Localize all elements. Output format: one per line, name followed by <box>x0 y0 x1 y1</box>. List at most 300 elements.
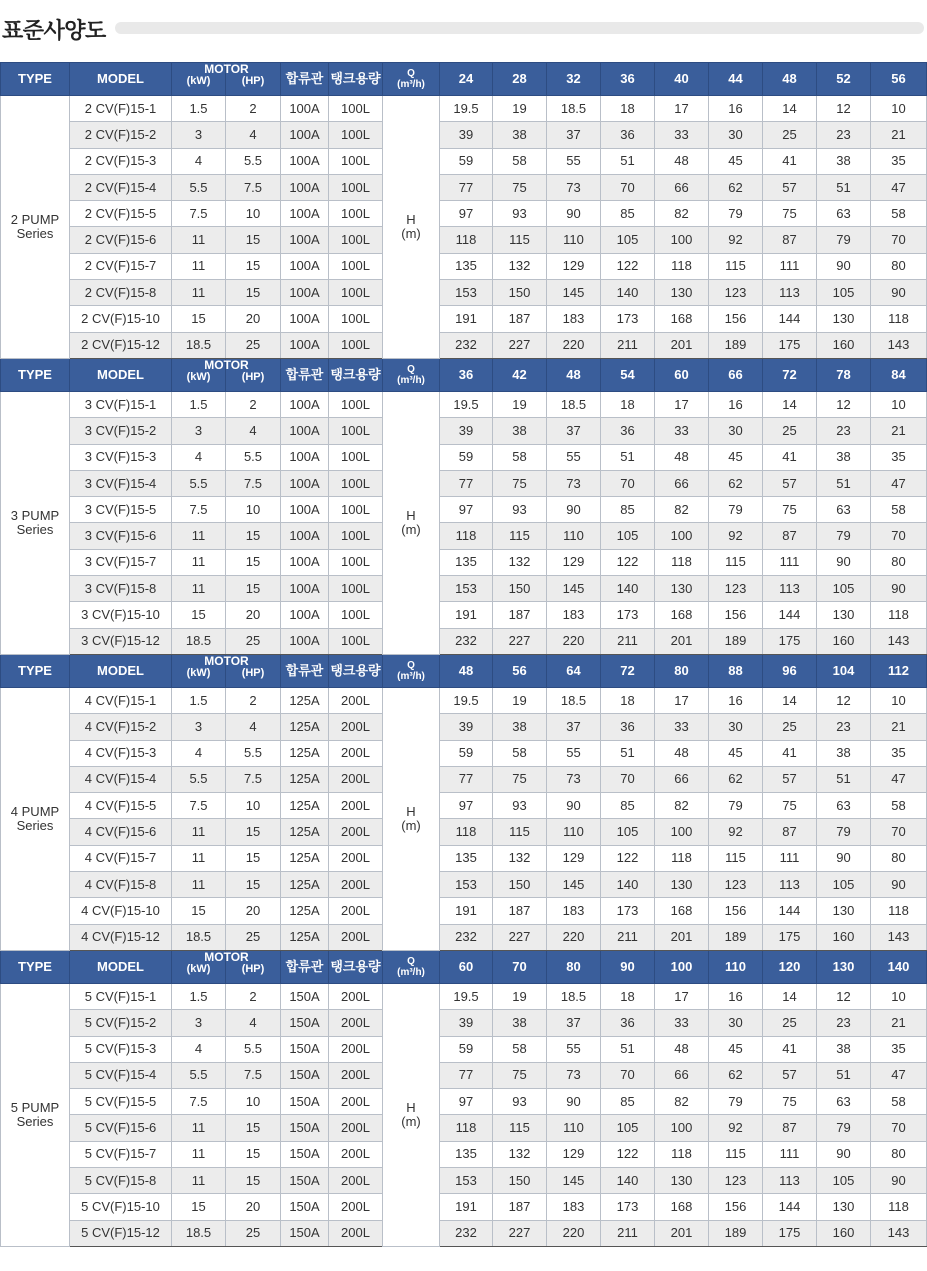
head-value-cell: 82 <box>655 201 709 227</box>
kw-cell: 15 <box>172 1194 226 1220</box>
table-row <box>1 306 927 332</box>
pipe-cell: 150A <box>281 983 329 1009</box>
table-row <box>1 1089 927 1115</box>
table-row <box>1 497 927 523</box>
motor-label: MOTOR <box>204 653 249 668</box>
head-value-cell: 36 <box>601 418 655 444</box>
head-value-cell: 129 <box>547 845 601 871</box>
head-value-cell: 38 <box>493 122 547 148</box>
table-row <box>1 845 927 871</box>
head-value-cell: 75 <box>493 174 547 200</box>
head-value-cell: 70 <box>871 227 927 253</box>
head-value-cell: 201 <box>655 628 709 654</box>
kw-cell: 7.5 <box>172 497 226 523</box>
pipe-cell: 100A <box>281 549 329 575</box>
pipe-cell: 150A <box>281 1115 329 1141</box>
flow-value-header: 66 <box>709 358 763 391</box>
tank-cell: 200L <box>329 1167 383 1193</box>
model-cell: 4 CV(F)15-10 <box>70 898 172 924</box>
head-value-cell: 45 <box>709 740 763 766</box>
pipe-cell: 150A <box>281 1141 329 1167</box>
model-cell: 5 CV(F)15-8 <box>70 1167 172 1193</box>
head-value-cell: 140 <box>601 872 655 898</box>
head-value-cell: 115 <box>709 845 763 871</box>
flow-value-header: 120 <box>763 950 817 983</box>
tank-cell: 200L <box>329 1115 383 1141</box>
head-value-cell: 118 <box>655 845 709 871</box>
head-value-cell: 38 <box>817 444 871 470</box>
tank-cell: 200L <box>329 872 383 898</box>
head-value-cell: 70 <box>601 470 655 496</box>
head-value-cell: 30 <box>709 1010 763 1036</box>
q-unit: (m³/h) <box>397 966 425 978</box>
head-value-cell: 187 <box>493 1194 547 1220</box>
head-value-cell: 39 <box>440 418 493 444</box>
motor-kw-header <box>172 653 249 687</box>
table-row <box>1 96 927 122</box>
tank-cell: 200L <box>329 687 383 713</box>
head-value-cell: 18 <box>601 983 655 1009</box>
head-value-cell: 145 <box>547 280 601 306</box>
head-value-cell: 41 <box>763 148 817 174</box>
head-value-cell: 90 <box>871 1167 927 1193</box>
head-value-cell: 58 <box>493 1036 547 1062</box>
head-value-cell: 41 <box>763 444 817 470</box>
table-row <box>1 740 927 766</box>
head-value-cell: 58 <box>871 497 927 523</box>
hp-cell: 20 <box>226 1194 281 1220</box>
head-value-cell: 122 <box>601 549 655 575</box>
head-value-cell: 85 <box>601 497 655 523</box>
hp-cell: 15 <box>226 1167 281 1193</box>
head-value-cell: 85 <box>601 793 655 819</box>
model-cell: 4 CV(F)15-2 <box>70 714 172 740</box>
head-value-cell: 62 <box>709 766 763 792</box>
tank-cell: 100L <box>329 332 383 358</box>
head-value-cell: 23 <box>817 714 871 740</box>
tank-cell: 200L <box>329 1062 383 1088</box>
head-unit-label: H (m) <box>383 96 440 359</box>
model-cell: 2 CV(F)15-5 <box>70 201 172 227</box>
pipe-cell: 100A <box>281 576 329 602</box>
tank-cell: 100L <box>329 523 383 549</box>
section-header-row <box>1 950 927 983</box>
tank-cell: 100L <box>329 549 383 575</box>
head-value-cell: 36 <box>601 714 655 740</box>
head-value-cell: 175 <box>763 1220 817 1246</box>
head-value-cell: 90 <box>817 1141 871 1167</box>
hp-cell: 7.5 <box>226 470 281 496</box>
hp-cell: 2 <box>226 96 281 122</box>
head-value-cell: 48 <box>655 740 709 766</box>
head-value-cell: 75 <box>763 497 817 523</box>
head-value-cell: 37 <box>547 418 601 444</box>
kw-cell: 4 <box>172 1036 226 1062</box>
head-value-cell: 12 <box>817 687 871 713</box>
head-value-cell: 160 <box>817 924 871 950</box>
kw-cell: 18.5 <box>172 332 226 358</box>
head-value-cell: 70 <box>601 1062 655 1088</box>
tank-cell: 100L <box>329 227 383 253</box>
head-value-cell: 189 <box>709 628 763 654</box>
kw-cell: 11 <box>172 280 226 306</box>
head-value-cell: 70 <box>601 174 655 200</box>
flow-value-header: 32 <box>547 63 601 96</box>
head-value-cell: 189 <box>709 332 763 358</box>
head-value-cell: 12 <box>817 96 871 122</box>
head-value-cell: 110 <box>547 227 601 253</box>
tank-cell: 100L <box>329 148 383 174</box>
pipe-cell: 100A <box>281 201 329 227</box>
head-value-cell: 62 <box>709 1062 763 1088</box>
model-cell: 2 CV(F)15-2 <box>70 122 172 148</box>
head-value-cell: 51 <box>817 1062 871 1088</box>
head-value-cell: 143 <box>871 1220 927 1246</box>
head-value-cell: 10 <box>871 96 927 122</box>
head-value-cell: 70 <box>871 523 927 549</box>
head-value-cell: 10 <box>871 687 927 713</box>
head-value-cell: 135 <box>440 1141 493 1167</box>
model-cell: 5 CV(F)15-6 <box>70 1115 172 1141</box>
hp-cell: 2 <box>226 391 281 417</box>
kw-cell: 7.5 <box>172 201 226 227</box>
head-value-cell: 21 <box>871 1010 927 1036</box>
motor-label: MOTOR <box>204 62 249 76</box>
pipe-cell: 100A <box>281 628 329 654</box>
kw-cell: 11 <box>172 819 226 845</box>
head-value-cell: 17 <box>655 687 709 713</box>
q-unit: (m³/h) <box>397 374 425 386</box>
head-value-cell: 39 <box>440 1010 493 1036</box>
head-value-cell: 19 <box>493 983 547 1009</box>
kw-cell: 15 <box>172 602 226 628</box>
head-value-cell: 87 <box>763 819 817 845</box>
table-row <box>1 924 927 950</box>
head-value-cell: 132 <box>493 549 547 575</box>
head-value-cell: 156 <box>709 898 763 924</box>
head-value-cell: 41 <box>763 740 817 766</box>
head-value-cell: 63 <box>817 201 871 227</box>
head-value-cell: 37 <box>547 714 601 740</box>
head-value-cell: 73 <box>547 470 601 496</box>
head-value-cell: 173 <box>601 898 655 924</box>
head-value-cell: 80 <box>871 549 927 575</box>
hp-cell: 25 <box>226 332 281 358</box>
pipe-cell: 100A <box>281 253 329 279</box>
pipe-cell: 125A <box>281 845 329 871</box>
head-value-cell: 51 <box>601 444 655 470</box>
hp-cell: 5.5 <box>226 148 281 174</box>
head-value-cell: 183 <box>547 602 601 628</box>
tank-cell: 100L <box>329 628 383 654</box>
model-cell: 3 CV(F)15-7 <box>70 549 172 575</box>
tank-cell: 100L <box>329 306 383 332</box>
head-value-cell: 173 <box>601 306 655 332</box>
head-value-cell: 115 <box>493 227 547 253</box>
motor-kw-header <box>172 62 249 96</box>
table-row <box>1 983 927 1009</box>
head-value-cell: 55 <box>547 1036 601 1062</box>
table-row <box>1 1220 927 1246</box>
head-value-cell: 47 <box>871 174 927 200</box>
flow-value-header: 36 <box>601 63 655 96</box>
head-value-cell: 25 <box>763 714 817 740</box>
head-value-cell: 115 <box>709 253 763 279</box>
head-value-cell: 48 <box>655 1036 709 1062</box>
head-value-cell: 77 <box>440 174 493 200</box>
table-row <box>1 1036 927 1062</box>
head-value-cell: 130 <box>655 1167 709 1193</box>
tank-cell: 100L <box>329 253 383 279</box>
head-value-cell: 23 <box>817 418 871 444</box>
kw-cell: 11 <box>172 872 226 898</box>
pipe-cell: 125A <box>281 766 329 792</box>
head-value-cell: 80 <box>871 1141 927 1167</box>
head-value-cell: 123 <box>709 576 763 602</box>
kw-cell: 11 <box>172 845 226 871</box>
head-value-cell: 90 <box>817 845 871 871</box>
tank-cell: 200L <box>329 924 383 950</box>
head-unit-label: H (m) <box>383 687 440 950</box>
pipe-cell: 125A <box>281 687 329 713</box>
pipe-cell: 100A <box>281 280 329 306</box>
pipe-cell: 100A <box>281 444 329 470</box>
head-value-cell: 73 <box>547 1062 601 1088</box>
head-value-cell: 220 <box>547 332 601 358</box>
head-value-cell: 38 <box>817 740 871 766</box>
head-value-cell: 118 <box>871 602 927 628</box>
head-value-cell: 12 <box>817 391 871 417</box>
head-value-cell: 140 <box>601 576 655 602</box>
model-cell: 5 CV(F)15-5 <box>70 1089 172 1115</box>
head-value-cell: 30 <box>709 418 763 444</box>
head-value-cell: 129 <box>547 253 601 279</box>
head-value-cell: 87 <box>763 227 817 253</box>
head-value-cell: 232 <box>440 628 493 654</box>
head-value-cell: 90 <box>547 497 601 523</box>
hp-cell: 20 <box>226 306 281 332</box>
head-value-cell: 145 <box>547 1167 601 1193</box>
tank-cell: 200L <box>329 793 383 819</box>
table-row <box>1 332 927 358</box>
hp-cell: 5.5 <box>226 444 281 470</box>
table-row <box>1 1194 927 1220</box>
head-value-cell: 130 <box>655 872 709 898</box>
table-row <box>1 418 927 444</box>
head-value-cell: 58 <box>871 793 927 819</box>
head-value-cell: 144 <box>763 1194 817 1220</box>
kw-cell: 18.5 <box>172 1220 226 1246</box>
model-cell: 5 CV(F)15-2 <box>70 1010 172 1036</box>
head-value-cell: 145 <box>547 576 601 602</box>
head-value-cell: 18 <box>601 391 655 417</box>
model-header: MODEL <box>70 63 172 96</box>
head-value-cell: 51 <box>601 740 655 766</box>
model-cell: 3 CV(F)15-1 <box>70 391 172 417</box>
tank-header: 탱크용량 <box>329 950 383 983</box>
kw-cell: 3 <box>172 418 226 444</box>
flow-value-header: 96 <box>763 654 817 687</box>
head-value-cell: 191 <box>440 898 493 924</box>
head-value-cell: 110 <box>547 819 601 845</box>
head-value-cell: 80 <box>871 253 927 279</box>
head-value-cell: 122 <box>601 253 655 279</box>
table-row <box>1 602 927 628</box>
table-row <box>1 444 927 470</box>
model-cell: 4 CV(F)15-12 <box>70 924 172 950</box>
head-value-cell: 25 <box>763 418 817 444</box>
flow-value-header: 130 <box>817 950 871 983</box>
head-value-cell: 100 <box>655 819 709 845</box>
model-cell: 2 CV(F)15-6 <box>70 227 172 253</box>
hp-cell: 2 <box>226 687 281 713</box>
head-value-cell: 189 <box>709 924 763 950</box>
model-cell: 3 CV(F)15-6 <box>70 523 172 549</box>
head-value-cell: 153 <box>440 576 493 602</box>
head-value-cell: 122 <box>601 845 655 871</box>
head-value-cell: 97 <box>440 793 493 819</box>
model-cell: 2 CV(F)15-12 <box>70 332 172 358</box>
head-value-cell: 19.5 <box>440 687 493 713</box>
head-value-cell: 37 <box>547 1010 601 1036</box>
head-value-cell: 144 <box>763 898 817 924</box>
head-value-cell: 115 <box>493 819 547 845</box>
kw-cell: 4 <box>172 740 226 766</box>
model-cell: 3 CV(F)15-8 <box>70 576 172 602</box>
head-value-cell: 55 <box>547 444 601 470</box>
head-value-cell: 115 <box>493 523 547 549</box>
head-value-cell: 63 <box>817 497 871 523</box>
tank-cell: 200L <box>329 898 383 924</box>
section-header-row <box>1 654 927 687</box>
tank-cell: 100L <box>329 576 383 602</box>
kw-unit-label: (kW) <box>186 666 211 679</box>
head-value-cell: 175 <box>763 628 817 654</box>
head-value-cell: 21 <box>871 418 927 444</box>
head-value-cell: 191 <box>440 306 493 332</box>
head-value-cell: 36 <box>601 1010 655 1036</box>
head-value-cell: 59 <box>440 444 493 470</box>
head-value-cell: 100 <box>655 523 709 549</box>
head-value-cell: 62 <box>709 470 763 496</box>
q-label: Q <box>407 659 415 671</box>
hp-cell: 4 <box>226 1010 281 1036</box>
tank-cell: 200L <box>329 819 383 845</box>
head-value-cell: 38 <box>493 714 547 740</box>
tank-header: 탱크용량 <box>329 358 383 391</box>
head-value-cell: 48 <box>655 444 709 470</box>
table-row <box>1 793 927 819</box>
head-value-cell: 115 <box>709 549 763 575</box>
head-value-cell: 39 <box>440 122 493 148</box>
head-value-cell: 201 <box>655 1220 709 1246</box>
pipe-cell: 100A <box>281 227 329 253</box>
head-value-cell: 90 <box>547 793 601 819</box>
head-value-cell: 115 <box>493 1115 547 1141</box>
head-value-cell: 175 <box>763 924 817 950</box>
head-value-cell: 25 <box>763 1010 817 1036</box>
table-row <box>1 470 927 496</box>
head-value-cell: 113 <box>763 872 817 898</box>
flow-q-header <box>383 950 440 983</box>
head-value-cell: 75 <box>493 1062 547 1088</box>
flow-value-header: 48 <box>763 63 817 96</box>
head-value-cell: 111 <box>763 549 817 575</box>
flow-value-header: 140 <box>871 950 927 983</box>
head-value-cell: 19 <box>493 687 547 713</box>
flow-value-header: 78 <box>817 358 871 391</box>
tank-cell: 200L <box>329 1089 383 1115</box>
hp-cell: 4 <box>226 122 281 148</box>
head-value-cell: 17 <box>655 983 709 1009</box>
model-cell: 4 CV(F)15-3 <box>70 740 172 766</box>
kw-cell: 11 <box>172 1115 226 1141</box>
motor-kw-header <box>172 357 249 391</box>
head-value-cell: 30 <box>709 714 763 740</box>
head-value-cell: 115 <box>709 1141 763 1167</box>
head-value-cell: 232 <box>440 332 493 358</box>
head-value-cell: 156 <box>709 306 763 332</box>
head-value-cell: 92 <box>709 1115 763 1141</box>
head-value-cell: 30 <box>709 122 763 148</box>
head-value-cell: 100 <box>655 227 709 253</box>
hp-cell: 15 <box>226 280 281 306</box>
head-value-cell: 93 <box>493 1089 547 1115</box>
flow-value-header: 54 <box>601 358 655 391</box>
kw-cell: 4 <box>172 444 226 470</box>
head-value-cell: 140 <box>601 280 655 306</box>
head-value-cell: 12 <box>817 983 871 1009</box>
table-row <box>1 766 927 792</box>
head-value-cell: 111 <box>763 253 817 279</box>
q-unit: (m³/h) <box>397 670 425 682</box>
head-value-cell: 105 <box>817 1167 871 1193</box>
head-value-cell: 173 <box>601 1194 655 1220</box>
model-cell: 3 CV(F)15-12 <box>70 628 172 654</box>
flow-value-header: 56 <box>493 654 547 687</box>
pipe-cell: 100A <box>281 96 329 122</box>
flow-value-header: 84 <box>871 358 927 391</box>
flow-q-header <box>383 358 440 391</box>
head-value-cell: 57 <box>763 470 817 496</box>
head-value-cell: 201 <box>655 924 709 950</box>
head-value-cell: 156 <box>709 602 763 628</box>
head-value-cell: 16 <box>709 983 763 1009</box>
tank-cell: 200L <box>329 983 383 1009</box>
table-row <box>1 174 927 200</box>
head-value-cell: 132 <box>493 253 547 279</box>
tank-cell: 100L <box>329 174 383 200</box>
flow-value-header: 104 <box>817 654 871 687</box>
head-value-cell: 160 <box>817 1220 871 1246</box>
tank-cell: 100L <box>329 280 383 306</box>
hp-cell: 20 <box>226 898 281 924</box>
motor-label: MOTOR <box>204 357 249 372</box>
pipe-cell: 125A <box>281 872 329 898</box>
table-row <box>1 201 927 227</box>
head-value-cell: 58 <box>493 148 547 174</box>
head-value-cell: 79 <box>709 1089 763 1115</box>
head-value-cell: 14 <box>763 983 817 1009</box>
hp-cell: 5.5 <box>226 1036 281 1062</box>
kw-cell: 1.5 <box>172 391 226 417</box>
tank-cell: 200L <box>329 714 383 740</box>
head-value-cell: 105 <box>601 523 655 549</box>
section-header-row <box>1 63 927 96</box>
head-value-cell: 58 <box>871 1089 927 1115</box>
flow-value-header: 36 <box>440 358 493 391</box>
head-value-cell: 160 <box>817 332 871 358</box>
